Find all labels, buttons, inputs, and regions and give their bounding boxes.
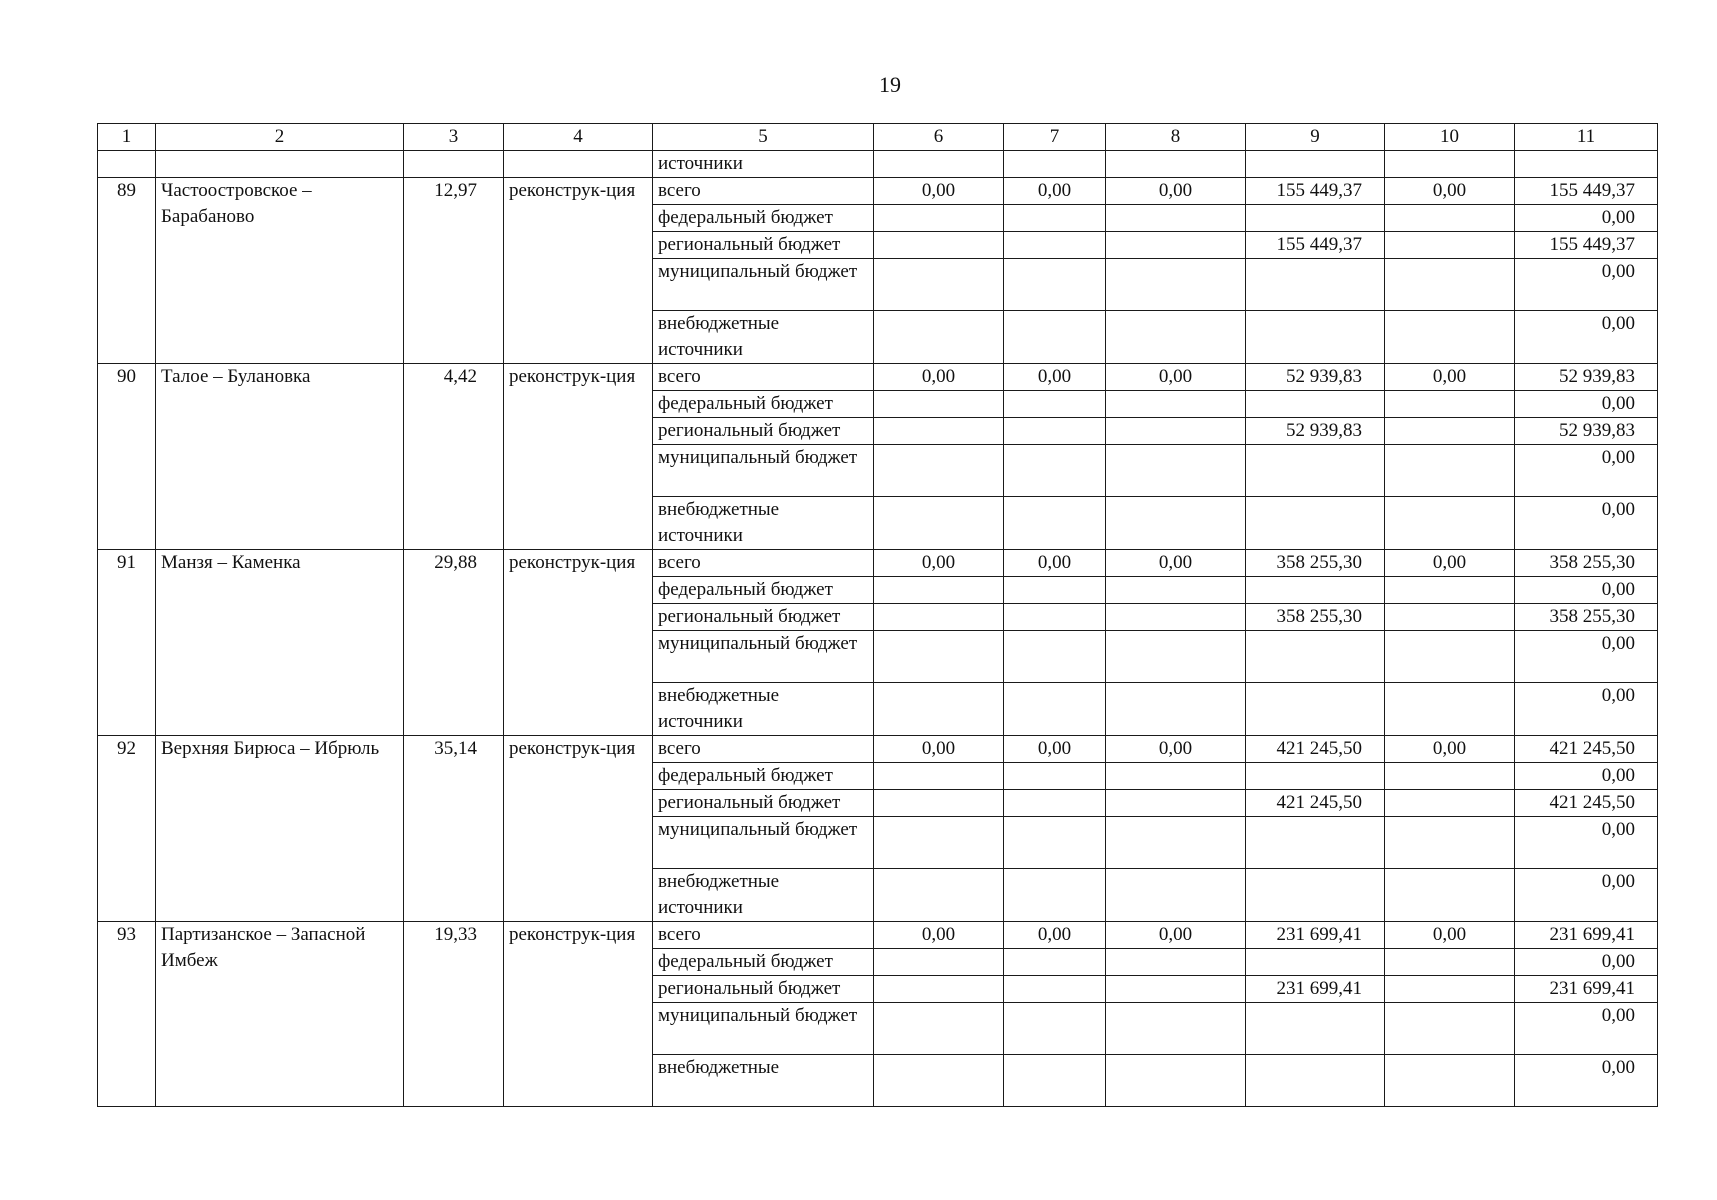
cell-col7	[1004, 577, 1106, 604]
cell-no: 92	[98, 736, 156, 922]
cell-col9	[1246, 763, 1385, 790]
header-cell-9: 9	[1246, 124, 1385, 151]
cell-col7	[1004, 604, 1106, 631]
cell-col11: 0,00	[1515, 311, 1658, 364]
cell-col8	[1106, 445, 1246, 497]
cell-col7	[1004, 232, 1106, 259]
cell-col11: 421 245,50	[1515, 790, 1658, 817]
cell-col11: 421 245,50	[1515, 736, 1658, 763]
cell-source: всего	[653, 364, 874, 391]
table-row	[98, 364, 1658, 391]
cell-col11: 0,00	[1515, 1055, 1658, 1107]
cell-work: реконструк-ция	[504, 364, 653, 550]
cell-source: источники	[653, 151, 874, 178]
table-row	[98, 550, 1658, 577]
cell-col11: 52 939,83	[1515, 364, 1658, 391]
cell-col9: 421 245,50	[1246, 790, 1385, 817]
cell-col6	[874, 763, 1004, 790]
cell-col8	[1106, 631, 1246, 683]
cell-work: реконструк-ция	[504, 178, 653, 364]
cell-col11	[1515, 151, 1658, 178]
cell-col6: 0,00	[874, 736, 1004, 763]
cell-col10	[1385, 949, 1515, 976]
cell-col6	[874, 497, 1004, 550]
cell-col9	[1246, 949, 1385, 976]
header-cell-4: 4	[504, 124, 653, 151]
cell-col11: 0,00	[1515, 869, 1658, 922]
cell-col8	[1106, 311, 1246, 364]
cell-work: реконструк-ция	[504, 550, 653, 736]
cell-work	[504, 151, 653, 178]
cell-col6	[874, 205, 1004, 232]
cell-col9: 155 449,37	[1246, 178, 1385, 205]
cell-col11: 0,00	[1515, 1003, 1658, 1055]
cell-col11: 231 699,41	[1515, 976, 1658, 1003]
cell-col10	[1385, 869, 1515, 922]
cell-col7	[1004, 151, 1106, 178]
cell-col8	[1106, 604, 1246, 631]
cell-col8	[1106, 151, 1246, 178]
cell-col10	[1385, 763, 1515, 790]
cell-length: 4,42	[404, 364, 504, 550]
cell-name: Талое – Булановка	[156, 364, 404, 550]
cell-col10	[1385, 232, 1515, 259]
cell-col6: 0,00	[874, 178, 1004, 205]
cell-col10	[1385, 604, 1515, 631]
cell-col7: 0,00	[1004, 364, 1106, 391]
cell-col9: 231 699,41	[1246, 922, 1385, 949]
cell-col6	[874, 790, 1004, 817]
cell-col6	[874, 445, 1004, 497]
cell-col6: 0,00	[874, 550, 1004, 577]
cell-col6: 0,00	[874, 364, 1004, 391]
cell-col7	[1004, 445, 1106, 497]
cell-col7	[1004, 949, 1106, 976]
cell-col7	[1004, 205, 1106, 232]
cell-col10	[1385, 418, 1515, 445]
cell-col8	[1106, 1055, 1246, 1107]
cell-source: муниципальный бюджет	[653, 445, 874, 497]
cell-source: региональный бюджет	[653, 232, 874, 259]
cell-col10	[1385, 259, 1515, 311]
continuation-row	[98, 151, 1658, 178]
cell-col9	[1246, 683, 1385, 736]
cell-col6	[874, 683, 1004, 736]
header-cell-8: 8	[1106, 124, 1246, 151]
cell-source: федеральный бюджет	[653, 577, 874, 604]
cell-col9	[1246, 151, 1385, 178]
cell-col6	[874, 1003, 1004, 1055]
cell-col8	[1106, 976, 1246, 1003]
cell-col6	[874, 418, 1004, 445]
cell-col8: 0,00	[1106, 736, 1246, 763]
cell-col11: 0,00	[1515, 391, 1658, 418]
cell-no: 90	[98, 364, 156, 550]
cell-source: всего	[653, 550, 874, 577]
cell-source: внебюджетные источники	[653, 311, 874, 364]
cell-source: муниципальный бюджет	[653, 817, 874, 869]
cell-col7: 0,00	[1004, 550, 1106, 577]
cell-col6	[874, 151, 1004, 178]
cell-col9: 52 939,83	[1246, 418, 1385, 445]
cell-col6	[874, 817, 1004, 869]
cell-col11: 0,00	[1515, 259, 1658, 311]
cell-col8	[1106, 683, 1246, 736]
cell-col11: 0,00	[1515, 631, 1658, 683]
cell-col7: 0,00	[1004, 922, 1106, 949]
cell-col7	[1004, 311, 1106, 364]
cell-col8	[1106, 232, 1246, 259]
cell-col8	[1106, 259, 1246, 311]
cell-col7	[1004, 631, 1106, 683]
cell-col11: 0,00	[1515, 683, 1658, 736]
cell-col8	[1106, 1003, 1246, 1055]
cell-col6	[874, 259, 1004, 311]
cell-col10	[1385, 631, 1515, 683]
cell-source: региональный бюджет	[653, 604, 874, 631]
cell-source: муниципальный бюджет	[653, 259, 874, 311]
cell-col7	[1004, 418, 1106, 445]
cell-col7	[1004, 683, 1106, 736]
cell-source: внебюджетные источники	[653, 869, 874, 922]
cell-source: федеральный бюджет	[653, 205, 874, 232]
cell-col7	[1004, 790, 1106, 817]
header-cell-11: 11	[1515, 124, 1658, 151]
cell-col8	[1106, 763, 1246, 790]
cell-col9	[1246, 869, 1385, 922]
cell-col10	[1385, 205, 1515, 232]
cell-col6	[874, 976, 1004, 1003]
cell-col9	[1246, 259, 1385, 311]
cell-source: всего	[653, 922, 874, 949]
cell-col8	[1106, 949, 1246, 976]
cell-col7	[1004, 763, 1106, 790]
cell-work: реконструк-ция	[504, 922, 653, 1107]
header-cell-1: 1	[98, 124, 156, 151]
cell-source: региональный бюджет	[653, 418, 874, 445]
cell-source: федеральный бюджет	[653, 391, 874, 418]
cell-col8	[1106, 418, 1246, 445]
cell-col11: 0,00	[1515, 817, 1658, 869]
cell-col9	[1246, 577, 1385, 604]
cell-col10	[1385, 497, 1515, 550]
cell-name: Частоостровское – Барабаново	[156, 178, 404, 364]
cell-col6: 0,00	[874, 922, 1004, 949]
cell-source: федеральный бюджет	[653, 763, 874, 790]
cell-col10: 0,00	[1385, 736, 1515, 763]
cell-length: 35,14	[404, 736, 504, 922]
cell-source: всего	[653, 178, 874, 205]
cell-col10	[1385, 790, 1515, 817]
cell-col11: 155 449,37	[1515, 178, 1658, 205]
cell-col11: 0,00	[1515, 577, 1658, 604]
cell-col11: 0,00	[1515, 763, 1658, 790]
cell-col6	[874, 311, 1004, 364]
cell-length: 12,97	[404, 178, 504, 364]
header-cell-2: 2	[156, 124, 404, 151]
cell-col9	[1246, 445, 1385, 497]
cell-col11: 0,00	[1515, 445, 1658, 497]
cell-length: 29,88	[404, 550, 504, 736]
cell-col9: 358 255,30	[1246, 550, 1385, 577]
cell-col11: 358 255,30	[1515, 550, 1658, 577]
cell-col11: 52 939,83	[1515, 418, 1658, 445]
cell-col7	[1004, 976, 1106, 1003]
cell-col8	[1106, 817, 1246, 869]
cell-col7	[1004, 1055, 1106, 1107]
cell-col8	[1106, 205, 1246, 232]
cell-col8: 0,00	[1106, 178, 1246, 205]
cell-col8	[1106, 869, 1246, 922]
cell-name: Партизанское – Запасной Имбеж	[156, 922, 404, 1107]
cell-col8: 0,00	[1106, 922, 1246, 949]
cell-col9: 358 255,30	[1246, 604, 1385, 631]
cell-no: 93	[98, 922, 156, 1107]
cell-col7	[1004, 391, 1106, 418]
cell-col10	[1385, 391, 1515, 418]
cell-col7: 0,00	[1004, 178, 1106, 205]
cell-col7: 0,00	[1004, 736, 1106, 763]
cell-no: 89	[98, 178, 156, 364]
cell-source: всего	[653, 736, 874, 763]
cell-col10	[1385, 683, 1515, 736]
cell-col9	[1246, 1055, 1385, 1107]
header-cell-6: 6	[874, 124, 1004, 151]
cell-col11: 358 255,30	[1515, 604, 1658, 631]
cell-col6	[874, 232, 1004, 259]
cell-name: Манзя – Каменка	[156, 550, 404, 736]
cell-col10	[1385, 817, 1515, 869]
budget-table	[97, 123, 1658, 1107]
cell-col6	[874, 869, 1004, 922]
table-row	[98, 922, 1658, 949]
header-cell-3: 3	[404, 124, 504, 151]
cell-col9	[1246, 631, 1385, 683]
table-body	[98, 151, 1658, 1107]
cell-col9	[1246, 311, 1385, 364]
table-row	[98, 736, 1658, 763]
cell-col8	[1106, 790, 1246, 817]
cell-col10: 0,00	[1385, 922, 1515, 949]
cell-source: муниципальный бюджет	[653, 1003, 874, 1055]
cell-col8: 0,00	[1106, 550, 1246, 577]
cell-col7	[1004, 869, 1106, 922]
cell-col9	[1246, 817, 1385, 869]
cell-col9	[1246, 391, 1385, 418]
cell-col8	[1106, 391, 1246, 418]
cell-source: федеральный бюджет	[653, 949, 874, 976]
cell-col11: 155 449,37	[1515, 232, 1658, 259]
table-header	[98, 124, 1658, 151]
cell-col8	[1106, 577, 1246, 604]
cell-col9: 231 699,41	[1246, 976, 1385, 1003]
page-number: 19	[879, 72, 901, 97]
cell-source: внебюджетные источники	[653, 497, 874, 550]
cell-col7	[1004, 817, 1106, 869]
cell-col7	[1004, 1003, 1106, 1055]
cell-no: 91	[98, 550, 156, 736]
cell-no	[98, 151, 156, 178]
cell-col11: 0,00	[1515, 949, 1658, 976]
cell-col10	[1385, 1003, 1515, 1055]
cell-col10	[1385, 976, 1515, 1003]
cell-col9	[1246, 1003, 1385, 1055]
cell-col11: 0,00	[1515, 497, 1658, 550]
cell-col10	[1385, 151, 1515, 178]
cell-col10	[1385, 445, 1515, 497]
header-row	[98, 124, 1658, 151]
header-cell-7: 7	[1004, 124, 1106, 151]
cell-source: внебюджетные источники	[653, 683, 874, 736]
cell-col9	[1246, 497, 1385, 550]
cell-col11: 231 699,41	[1515, 922, 1658, 949]
cell-col6	[874, 949, 1004, 976]
cell-col6	[874, 391, 1004, 418]
cell-col10: 0,00	[1385, 364, 1515, 391]
cell-col6	[874, 631, 1004, 683]
cell-col8	[1106, 497, 1246, 550]
cell-col9: 421 245,50	[1246, 736, 1385, 763]
cell-col6	[874, 1055, 1004, 1107]
cell-col6	[874, 604, 1004, 631]
cell-col7	[1004, 259, 1106, 311]
cell-col10: 0,00	[1385, 178, 1515, 205]
cell-col6	[874, 577, 1004, 604]
cell-col10	[1385, 1055, 1515, 1107]
cell-col9: 155 449,37	[1246, 232, 1385, 259]
cell-col9: 52 939,83	[1246, 364, 1385, 391]
cell-source: региональный бюджет	[653, 790, 874, 817]
cell-work: реконструк-ция	[504, 736, 653, 922]
cell-col9	[1246, 205, 1385, 232]
cell-source: внебюджетные	[653, 1055, 874, 1107]
cell-source: муниципальный бюджет	[653, 631, 874, 683]
header-cell-10: 10	[1385, 124, 1515, 151]
cell-col10	[1385, 311, 1515, 364]
cell-col10: 0,00	[1385, 550, 1515, 577]
table-row	[98, 178, 1658, 205]
cell-source: региональный бюджет	[653, 976, 874, 1003]
cell-name	[156, 151, 404, 178]
header-cell-5: 5	[653, 124, 874, 151]
cell-length	[404, 151, 504, 178]
cell-name: Верхняя Бирюса – Ибрюль	[156, 736, 404, 922]
cell-col8: 0,00	[1106, 364, 1246, 391]
cell-length: 19,33	[404, 922, 504, 1107]
cell-col10	[1385, 577, 1515, 604]
cell-col7	[1004, 497, 1106, 550]
cell-col11: 0,00	[1515, 205, 1658, 232]
